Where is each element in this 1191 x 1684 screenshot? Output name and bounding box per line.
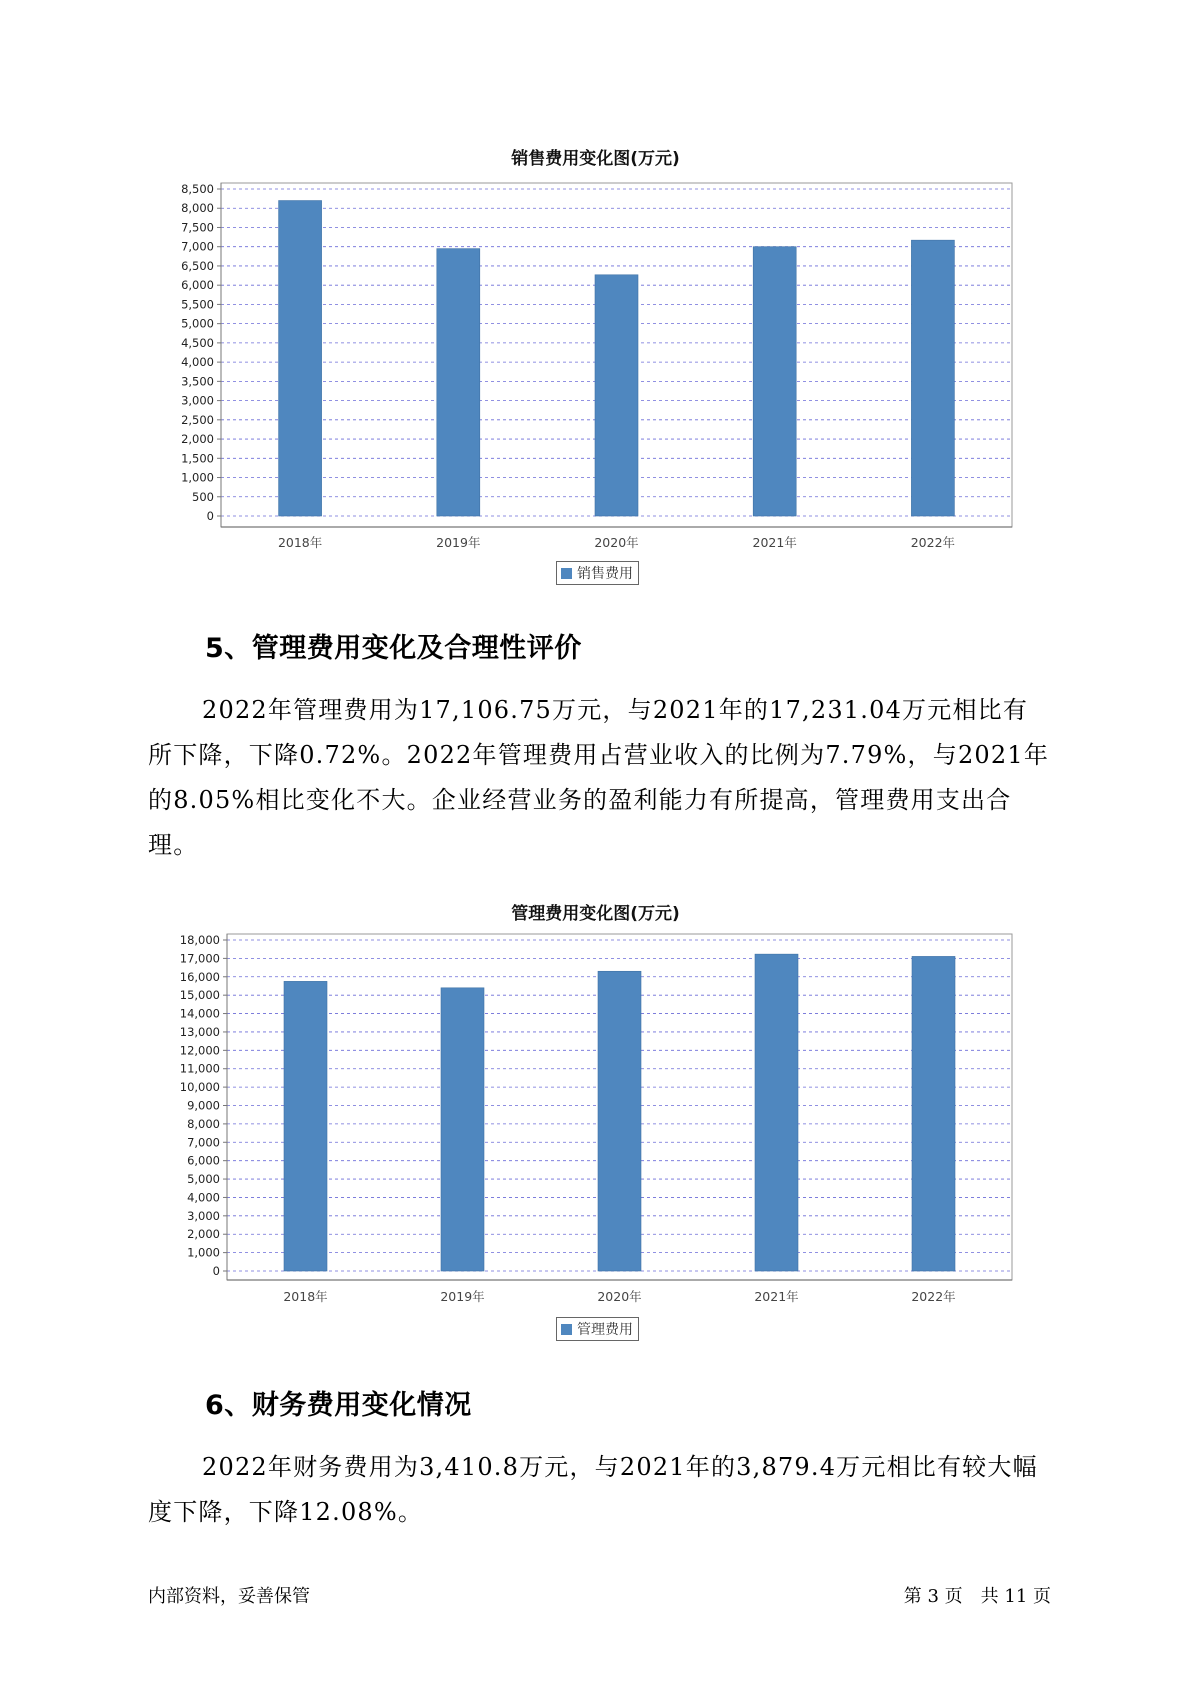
y-tick-label: 0 — [212, 1264, 220, 1278]
bar — [595, 275, 638, 516]
legend-swatch — [561, 1324, 572, 1335]
y-tick-label: 14,000 — [179, 1006, 220, 1021]
y-tick-label: 1,500 — [181, 451, 214, 466]
footer-page-number: 第 3 页 共 11 页 — [903, 1586, 1051, 1607]
bar — [755, 954, 798, 1271]
legend-swatch — [561, 568, 572, 579]
y-tick-label: 9,000 — [187, 1098, 220, 1113]
y-tick-label: 2,000 — [187, 1227, 220, 1242]
y-tick-label: 6,000 — [187, 1153, 220, 1168]
bar — [279, 201, 322, 516]
y-tick-label: 3,000 — [181, 393, 214, 408]
x-tick-label: 2019年 — [440, 1289, 485, 1304]
x-tick-label: 2021年 — [752, 535, 797, 550]
y-tick-label: 4,500 — [181, 335, 214, 350]
y-tick-label: 11,000 — [179, 1061, 220, 1076]
y-tick-label: 10,000 — [179, 1080, 220, 1095]
section-5-paragraph: 2022年管理费用为17,106.75万元，与2021年的17,231.04万元相比有所下降，下降0.72%。2022年管理费用占营业收入的比例为7.79%，与2021年的8.05%相比变化不大。企业经营业务的盈利能力有所提高，管理费用支出合理。 — [148, 696, 1050, 859]
bar — [911, 240, 954, 516]
x-tick-label: 2018年 — [277, 535, 323, 550]
y-tick-label: 12,000 — [179, 1043, 220, 1058]
y-tick-label: 1,000 — [181, 470, 214, 485]
legend-label: 销售费用 — [577, 566, 633, 582]
y-tick-label: 18,000 — [179, 933, 220, 947]
bar — [441, 988, 484, 1271]
y-tick-label: 5,000 — [181, 316, 214, 331]
y-tick-label: 7,000 — [187, 1135, 220, 1150]
footer-confidential-note: 内部资料，妥善保管 — [148, 1586, 310, 1607]
sales-expense-legend — [556, 561, 639, 585]
section-5-heading: 5、管理费用变化及合理性评价 — [205, 633, 582, 664]
y-tick-label: 0 — [206, 509, 214, 523]
x-tick-label: 2022年 — [911, 1289, 956, 1304]
x-tick-label: 2021年 — [754, 1289, 799, 1304]
x-tick-label: 2020年 — [594, 535, 639, 550]
y-tick-label: 1,000 — [187, 1245, 220, 1260]
section-6-paragraph: 2022年财务费用为3,410.8万元，与2021年的3,879.4万元相比有较大幅度下降，下降12.08%。 — [148, 1453, 1038, 1526]
bar — [598, 971, 641, 1271]
bar — [912, 956, 955, 1271]
y-tick-label: 17,000 — [179, 951, 220, 966]
y-tick-label: 5,500 — [181, 297, 214, 312]
x-tick-label: 2019年 — [436, 535, 481, 550]
section-6-heading: 6、财务费用变化情况 — [205, 1390, 472, 1421]
y-tick-label: 16,000 — [179, 969, 220, 984]
y-tick-label: 5,000 — [187, 1172, 220, 1187]
y-tick-label: 3,500 — [181, 374, 214, 389]
y-tick-label: 15,000 — [179, 988, 220, 1003]
sales-expense-chart-title: 销售费用变化图(万元) — [511, 149, 680, 169]
y-tick-label: 13,000 — [179, 1024, 220, 1039]
y-tick-label: 4,000 — [181, 355, 214, 370]
y-tick-label: 7,000 — [181, 239, 214, 254]
y-tick-label: 8,000 — [187, 1116, 220, 1131]
bar — [753, 247, 796, 516]
admin-expense-chart-title: 管理费用变化图(万元) — [511, 904, 680, 924]
sales-expense-chart — [0, 170, 1191, 570]
x-tick-label: 2020年 — [597, 1289, 642, 1304]
bar — [284, 981, 327, 1271]
admin-expense-legend — [556, 1317, 639, 1341]
y-tick-label: 2,000 — [181, 432, 214, 447]
y-tick-label: 2,500 — [181, 412, 214, 427]
admin-expense-chart — [0, 925, 1191, 1325]
y-tick-label: 8,000 — [181, 201, 214, 216]
y-tick-label: 7,500 — [181, 220, 214, 235]
y-tick-label: 4,000 — [187, 1190, 220, 1205]
y-tick-label: 500 — [192, 489, 214, 504]
y-tick-label: 6,000 — [181, 278, 214, 293]
x-tick-label: 2018年 — [283, 1289, 328, 1304]
y-tick-label: 6,500 — [181, 258, 214, 273]
x-tick-label: 2022年 — [910, 535, 956, 550]
y-tick-label: 8,500 — [181, 182, 214, 196]
bar — [437, 249, 480, 516]
y-tick-label: 3,000 — [187, 1208, 220, 1223]
legend-label: 管理费用 — [577, 1322, 633, 1338]
